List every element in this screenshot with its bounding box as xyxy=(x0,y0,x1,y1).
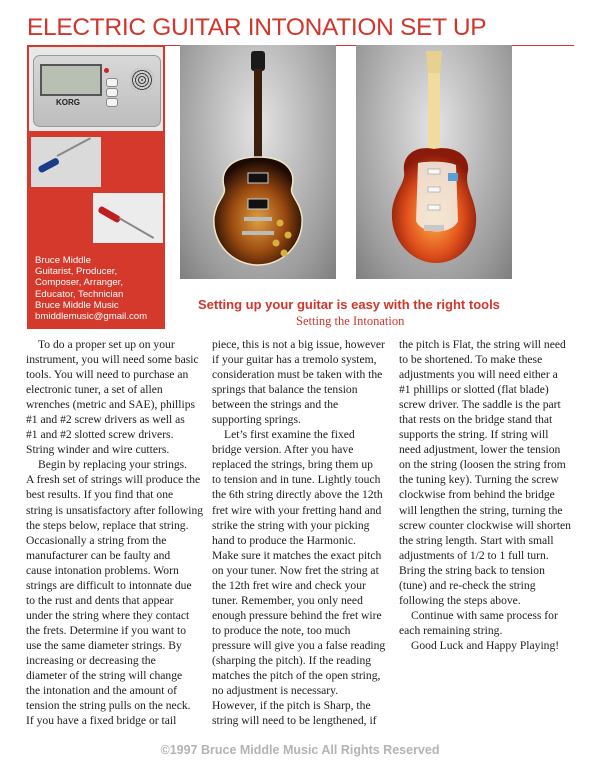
text-line: diameter of the string will change xyxy=(26,669,183,683)
paragraph xyxy=(26,337,211,457)
tuner-button-icon xyxy=(106,88,118,97)
text-line: screw driver. The saddle is the part xyxy=(399,398,561,412)
text-line: supports the string. If string will xyxy=(399,428,549,442)
text-line: best results. If you find that one xyxy=(26,488,174,502)
tuner-display xyxy=(40,64,102,96)
text-line: each remaining string. xyxy=(399,623,503,637)
stratocaster-photo xyxy=(356,45,512,279)
author-line: Bruce Middle xyxy=(35,255,91,266)
author-line: Guitarist, Producer, xyxy=(35,266,118,278)
text-line: A fresh set of strings will produce the xyxy=(26,473,201,487)
text-line: Occasionally a string from the xyxy=(26,533,167,547)
text-line: between the strings and the xyxy=(212,398,339,412)
text-line: string will need to be lengthened, if xyxy=(212,714,377,728)
text-column-2 xyxy=(212,337,397,728)
paragraph xyxy=(212,427,397,728)
text-line: if your guitar has a tremolo system, xyxy=(212,353,377,367)
text-line: the intonation and the amount of xyxy=(26,684,178,698)
author-line: Composer, Arranger, xyxy=(35,277,123,289)
text-line: pressure will give you a false reading xyxy=(212,638,386,652)
text-line: If you have a fixed bridge or tail xyxy=(26,714,177,728)
paragraph xyxy=(399,638,584,653)
text-line: (sharping the pitch). If the reading xyxy=(212,653,372,667)
text-line: the pitch is Flat, the string will need xyxy=(399,338,566,351)
paragraph xyxy=(26,457,211,728)
text-line: on the string (loosen the string from xyxy=(399,458,566,472)
text-line: will lengthen the string, turning the xyxy=(399,503,563,517)
author-line: Educator, Technician xyxy=(35,288,124,300)
tuner-led-icon xyxy=(104,68,109,73)
text-line: Begin by replacing your strings. xyxy=(38,458,188,472)
text-line: wrenches (metric and SAE), phillips xyxy=(26,398,196,412)
screwdriver-handle-icon xyxy=(97,205,121,223)
text-line: consideration must be taken with the xyxy=(212,368,383,382)
text-line: following the steps above. xyxy=(399,593,521,607)
author-email: bmiddlemusic@gmail.com xyxy=(35,311,148,323)
text-line: bridge version. After you have xyxy=(212,443,354,457)
text-line: adjustments you will need either a xyxy=(399,368,558,382)
text-line: #1 phillips or slotted (flat blade) xyxy=(399,383,549,397)
text-line: Good Luck and Happy Playing! xyxy=(411,638,560,652)
text-line: instrument, you will need some basic xyxy=(26,353,199,367)
text-line: tools. You will need to purchase an xyxy=(26,368,189,382)
text-line: need adjustment, lower the tension xyxy=(399,443,561,457)
text-line: use the same diameter strings. By xyxy=(26,638,182,652)
text-line: fret wire with your fretting hand and xyxy=(212,503,382,517)
text-line: adjustments of 1/2 to 1 full turn. xyxy=(399,548,549,562)
text-line: Bring the string back to tension xyxy=(399,563,545,577)
subheading: Setting up your guitar is easy with the right tools xyxy=(198,297,500,312)
text-line: tuner. Remember, you only need xyxy=(212,593,363,607)
text-line: strike the string with your picking xyxy=(212,518,370,532)
screwdriver-shaft-icon xyxy=(57,137,91,157)
text-line: However, if the pitch is Sharp, the xyxy=(212,699,371,713)
text-line: hand to produce the Harmonic. xyxy=(212,533,356,547)
les-paul-guitar-icon xyxy=(180,45,336,279)
text-line: supporting springs. xyxy=(212,413,301,427)
tuner-photo xyxy=(29,47,163,131)
text-line: #1 and #2 screw drivers as well as xyxy=(26,413,185,427)
text-line: string is unsatisfactory after following xyxy=(26,503,204,517)
text-column-3 xyxy=(399,337,584,653)
text-line: (tune) and re-check the string xyxy=(399,578,536,592)
text-line: piece, this is not a big issue, however xyxy=(212,338,385,351)
les-paul-photo xyxy=(180,45,336,279)
text-line: Continue with same process for xyxy=(411,608,558,622)
text-line: to tension and in tune. Lightly touch xyxy=(212,473,381,487)
sidebar-panel xyxy=(27,45,165,329)
section-heading: Setting the Intonation xyxy=(296,314,405,328)
text-line: to produce the note, too much xyxy=(212,623,351,637)
text-column-1 xyxy=(26,337,211,728)
tuner-brand: KORG xyxy=(56,98,80,107)
author-info xyxy=(35,255,163,322)
text-line: clockwise from behind the bridge xyxy=(399,488,555,502)
tuner-speaker-icon xyxy=(130,68,154,92)
stratocaster-guitar-icon xyxy=(356,45,512,279)
text-line: tension the string pulls on the neck. xyxy=(26,699,191,713)
text-line: manufacturer can be faulty and xyxy=(26,548,171,562)
author-line: Bruce Middle Music xyxy=(35,299,119,311)
text-line: strings are difficult to intonnate due xyxy=(26,578,192,592)
text-line: increasing or decreasing the xyxy=(26,653,156,667)
text-line: replaced the strings, bring them up xyxy=(212,458,373,472)
text-line: no adjustment is necessary. xyxy=(212,684,339,698)
text-line: String winder and wire cutters. xyxy=(26,443,170,457)
text-line: the frets. Determine if you want to xyxy=(26,623,187,637)
phillips-screwdriver-photo xyxy=(31,137,101,187)
page-title: ELECTRIC GUITAR INTONATION SET UP xyxy=(27,14,487,41)
text-line: to the rust and dents that appear xyxy=(26,593,174,607)
text-line: screw counter clockwise will shorten xyxy=(399,518,571,532)
text-line: the string length. Start with small xyxy=(399,533,554,547)
screwdriver-shaft-icon xyxy=(119,217,155,239)
text-line: the tuning key). Turning the screw xyxy=(399,473,559,487)
slotted-screwdriver-photo xyxy=(93,193,163,243)
screwdriver-handle-icon xyxy=(37,157,60,174)
text-line: on your tuner. Now fret the string at xyxy=(212,563,379,577)
tuner-button-icon xyxy=(106,78,118,87)
text-line: Make sure it matches the exact pitch xyxy=(212,548,382,562)
paragraph xyxy=(212,337,397,427)
text-line: electronic tuner, a set of allen xyxy=(26,383,163,397)
text-line: Let’s first examine the fixed xyxy=(224,428,355,442)
text-line: enough pressure behind the fret wire xyxy=(212,608,382,622)
text-line: the 6th string directly above the 12th xyxy=(212,488,383,502)
text-line: to be shortened. To make these xyxy=(399,353,543,367)
copyright-footer: ©1997 Bruce Middle Music All Rights Reserved xyxy=(160,743,440,757)
text-line: under the string where they contact xyxy=(26,608,190,622)
text-line: springs that balance the tension xyxy=(212,383,358,397)
tuner-button-icon xyxy=(106,98,118,107)
text-line: To do a proper set up on your xyxy=(38,338,175,351)
text-line: that rests on the bridge stand that xyxy=(399,413,553,427)
text-line: cause intonation problems. Worn xyxy=(26,563,179,577)
text-line: the 12th fret wire and check your xyxy=(212,578,366,592)
text-line: matches the pitch of the open string, xyxy=(212,669,381,683)
text-line: #1 and #2 slotted screw drivers. xyxy=(26,428,174,442)
text-line: the steps below, replace that string. xyxy=(26,518,189,532)
paragraph xyxy=(399,608,584,638)
paragraph xyxy=(399,337,584,608)
tuner-icon xyxy=(33,55,161,127)
